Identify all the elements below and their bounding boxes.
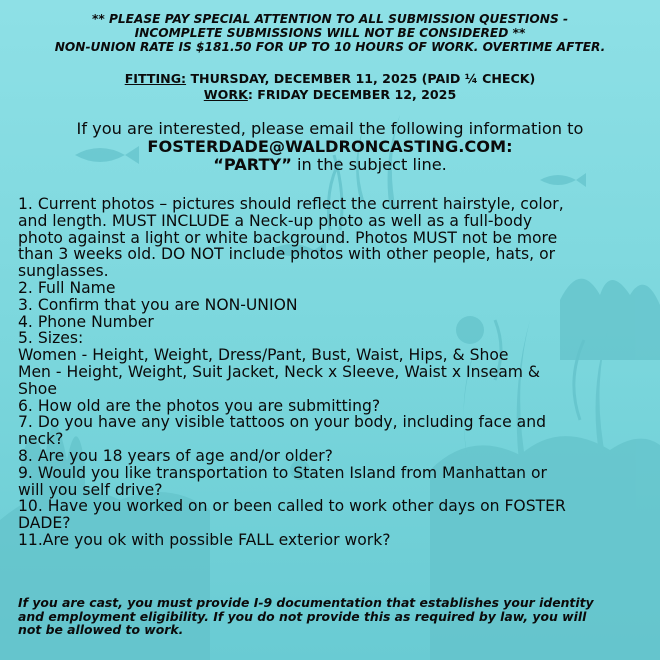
list-item: Women - Height, Weight, Dress/Pant, Bust, Waist, Hips, & Shoe: [18, 346, 509, 365]
schedule: [0, 71, 660, 103]
requirements-list: [18, 196, 648, 549]
legal-line: not be allowed to work.: [18, 622, 184, 637]
list-item: will you self drive?: [18, 480, 163, 499]
list-item: 10. Have you worked on or been called to work other days on FOSTER: [18, 497, 566, 516]
list-item: and length. MUST INCLUDE a Neck-up photo as well as a full-body: [18, 211, 533, 230]
subject-keyword: “PARTY”: [213, 155, 292, 174]
list-item: 7. Do you have any visible tattoos on your body, including face and: [18, 413, 547, 432]
subject-rest: in the subject line.: [291, 155, 447, 174]
fitting-text: THURSDAY, DECEMBER 11, 2025 (PAID ¼ CHECK): [186, 71, 536, 86]
list-item: 4. Phone Number: [18, 312, 154, 331]
intro-line: If you are interested, please email the following information to: [76, 119, 584, 138]
i9-legal-notice: [18, 596, 648, 637]
fitting-label: FITTING:: [124, 71, 187, 86]
work-label: WORK: [203, 87, 248, 102]
work-date: [0, 87, 660, 103]
subject-line: [0, 156, 660, 174]
email-address: FOSTERDADE@WALDRONCASTING.COM:: [147, 137, 513, 156]
list-item: Men - Height, Weight, Suit Jacket, Neck x Sleeve, Waist x Inseam &: [18, 362, 541, 381]
notice-line: NON-UNION RATE IS $181.50 FOR UP TO 10 HOURS OF WORK. OVERTIME AFTER.: [54, 40, 606, 54]
list-item: photo against a light or white background. Photos MUST not be more: [18, 228, 558, 247]
list-item: 9. Would you like transportation to Staten Island from Manhattan or: [18, 463, 547, 482]
submission-notice: [0, 12, 660, 54]
list-item: than 3 weeks old. DO NOT include photos with other people, hats, or: [18, 245, 556, 264]
list-item: 8. Are you 18 years of age and/or older?: [18, 446, 333, 465]
work-text: : FRIDAY DECEMBER 12, 2025: [247, 87, 457, 102]
list-item: DADE?: [18, 514, 71, 533]
legal-line: If you are cast, you must provide I-9 documentation that establishes your identity: [18, 595, 594, 610]
list-item: 11.Are you ok with possible FALL exterior work?: [18, 530, 391, 549]
list-item: 2. Full Name: [18, 278, 116, 297]
email-instructions: [0, 120, 660, 174]
list-item: Shoe: [18, 379, 57, 398]
list-item: 5. Sizes:: [18, 329, 84, 348]
notice-line: ** PLEASE PAY SPECIAL ATTENTION TO ALL SUBMISSION QUESTIONS -: [91, 12, 569, 26]
fitting-date: [0, 71, 660, 87]
list-item: sunglasses.: [18, 262, 109, 281]
list-item: 3. Confirm that you are NON-UNION: [18, 295, 298, 314]
notice-line: INCOMPLETE SUBMISSIONS WILL NOT BE CONSIDERED **: [134, 26, 526, 40]
legal-line: and employment eligibility. If you do not provide this as required by law, you will: [18, 608, 587, 624]
list-item: 1. Current photos – pictures should reflect the current hairstyle, color,: [18, 195, 564, 213]
list-item: neck?: [18, 430, 64, 449]
list-item: 6. How old are the photos you are submitting?: [18, 396, 381, 415]
